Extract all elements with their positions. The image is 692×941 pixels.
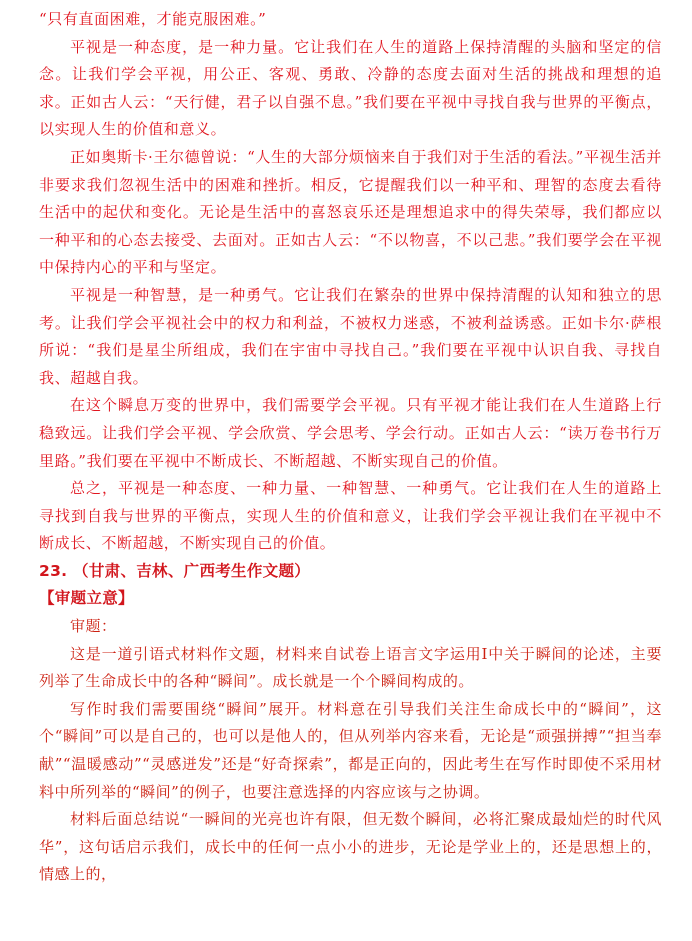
essay-paragraph: 平视是一种态度，是一种力量。它让我们在人生的道路上保持清醒的头脑和坚定的信念。让我们学会平视，用公正、客观、勇敢、冷静的态度去面对生活的挑战和理想的追求。正如古人云：“天行健，君子以自强不息。”我们要在平视中寻找自我与世界的平衡点，以实现人生的价值和意义。 <box>39 37 662 139</box>
question-title: 23. （甘肃、吉林、广西考生作文题） <box>39 561 311 580</box>
essay-paragraph: 总之，平视是一种态度、一种力量、一种智慧、一种勇气。它让我们在人生的道路上寻找到自我与世界的平衡点，实现人生的价值和意义，让我们学会平视让我们在平视中不断成长、不断超越，不断实现自己的价值。 <box>39 479 662 553</box>
analysis-label: 审题： <box>70 617 117 636</box>
essay-paragraph: 在这个瞬息万变的世界中，我们需要学会平视。只有平视才能让我们在人生道路上行稳致远。让我们学会平视、学会欣赏、学会思考、学会行动。正如古人云：“读万卷书行万里路。”我们要在平视中不断成长、不断超越、不断实现自己的价值。 <box>39 396 662 470</box>
essay-paragraph: 正如奥斯卡·王尔德曾说：“人生的大部分烦恼来自于我们对于生活的看法。”平视生活并非要求我们忽视生活中的困难和挫折。相反，它提醒我们以一种平和、理智的态度去看待生活中的起伏和变化。无论是生活中的喜怒哀乐还是理想追求中的得失荣辱，我们都应以一种平和的心态去接受、去面对。正如古人云：“不以物喜，不以己悲。”我们要学会在平视中保持内心的平和与坚定。 <box>39 147 662 277</box>
quote-line: “只有直面困难，才能克服困难。” <box>39 10 267 28</box>
sample-essay <box>39 6 662 558</box>
analysis-paragraph: 写作时我们需要围绕“瞬间”展开。材料意在引导我们关注生命成长中的“瞬间”，这个“瞬间”可以是自己的，也可以是他人的，但从列举内容来看，无论是“顽强拼搏”“担当奉献”“温暖感动”“灵感迸发”还是“好奇探索”，都是正向的，因此考生在写作时即使不采用材料中所列举的“瞬间”的例子，也要注意选择的内容应该与之协调。 <box>39 699 662 801</box>
analysis-paragraph: 材料后面总结说“一瞬间的光亮也许有限，但无数个瞬间，必将汇聚成最灿烂的时代风华”，这句话启示我们，成长中的任何一点小小的进步，无论是学业上的，还是思想上的，情感上的， <box>39 810 662 884</box>
analysis-paragraph: 这是一道引语式材料作文题，材料来自试卷上语言文字运用Ⅰ中关于瞬间的论述，主要列举了生命成长中的各种“瞬间”。成长就是一个个瞬间构成的。 <box>39 644 662 691</box>
essay-paragraph: 平视是一种智慧，是一种勇气。它让我们在繁杂的世界中保持清醒的认知和独立的思考。让我们学会平视社会中的权力和利益，不被权力迷惑，不被利益诱惑。正如卡尔·萨根所说：“我们是星尘所组成，我们在宇宙中寻找自己。”我们要在平视中认识自我、寻找自我、超越自我。 <box>39 285 662 387</box>
analysis-section <box>39 613 662 889</box>
section-label: 【审题立意】 <box>39 589 134 608</box>
